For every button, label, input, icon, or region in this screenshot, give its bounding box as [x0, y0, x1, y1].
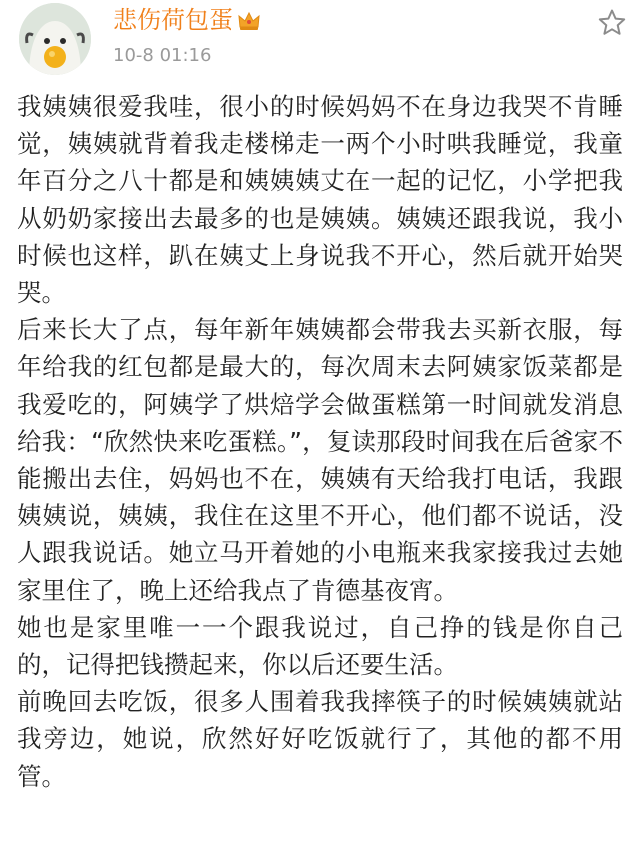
post-paragraph: 她也是家里唯一一个跟我说过，自己挣的钱是你自己的，记得把钱攒起来，你以后还要生活。 — [17, 612, 623, 680]
post-timestamp: 10-8 01:16 — [113, 45, 212, 66]
star-icon[interactable] — [597, 8, 627, 38]
post-body — [17, 88, 623, 795]
author-name[interactable]: 悲伤荷包蛋 — [113, 6, 233, 34]
post-paragraph: 前晚回去吃饭，很多人围着我我摔筷子的时候姨姨就站我旁边，她说，欣然好好吃饭就行了，其他的都不用管。 — [17, 687, 623, 791]
post-paragraph: 后来长大了点，每年新年姨姨都会带我去买新衣服，每年给我的红包都是最大的，每次周末去阿姨家饭菜都是我爱吃的，阿姨学了烘焙学会做蛋糕第一时间就发消息给我：“欣然快来吃蛋糕。”，复读那段时间我在后爸家不能搬出去住，妈妈也不在，姨姨有天给我打电话，我跟姨姨说，姨姨，我住在这里不开心，他们都不说话，没人跟我说话。她立马开着她的小电瓶来我家接我过去她家里住了，晚上还给我点了肯德基夜宵。 — [17, 315, 623, 605]
crown-icon — [237, 8, 261, 40]
avatar[interactable] — [19, 3, 91, 75]
post-paragraph: 我姨姨很爱我哇，很小的时候妈妈不在身边我哭不肯睡觉，姨姨就背着我走楼梯走一两个小时哄我睡觉，我童年百分之八十都是和姨姨姨丈在一起的记忆，小学把我从奶奶家接出去最多的也是姨姨。姨姨还跟我说，我小时候也这样，趴在姨丈上身说我不开心，然后就开始哭哭。 — [17, 92, 623, 308]
avatar-egg-character-icon — [19, 3, 91, 75]
author-name-row — [113, 4, 261, 40]
